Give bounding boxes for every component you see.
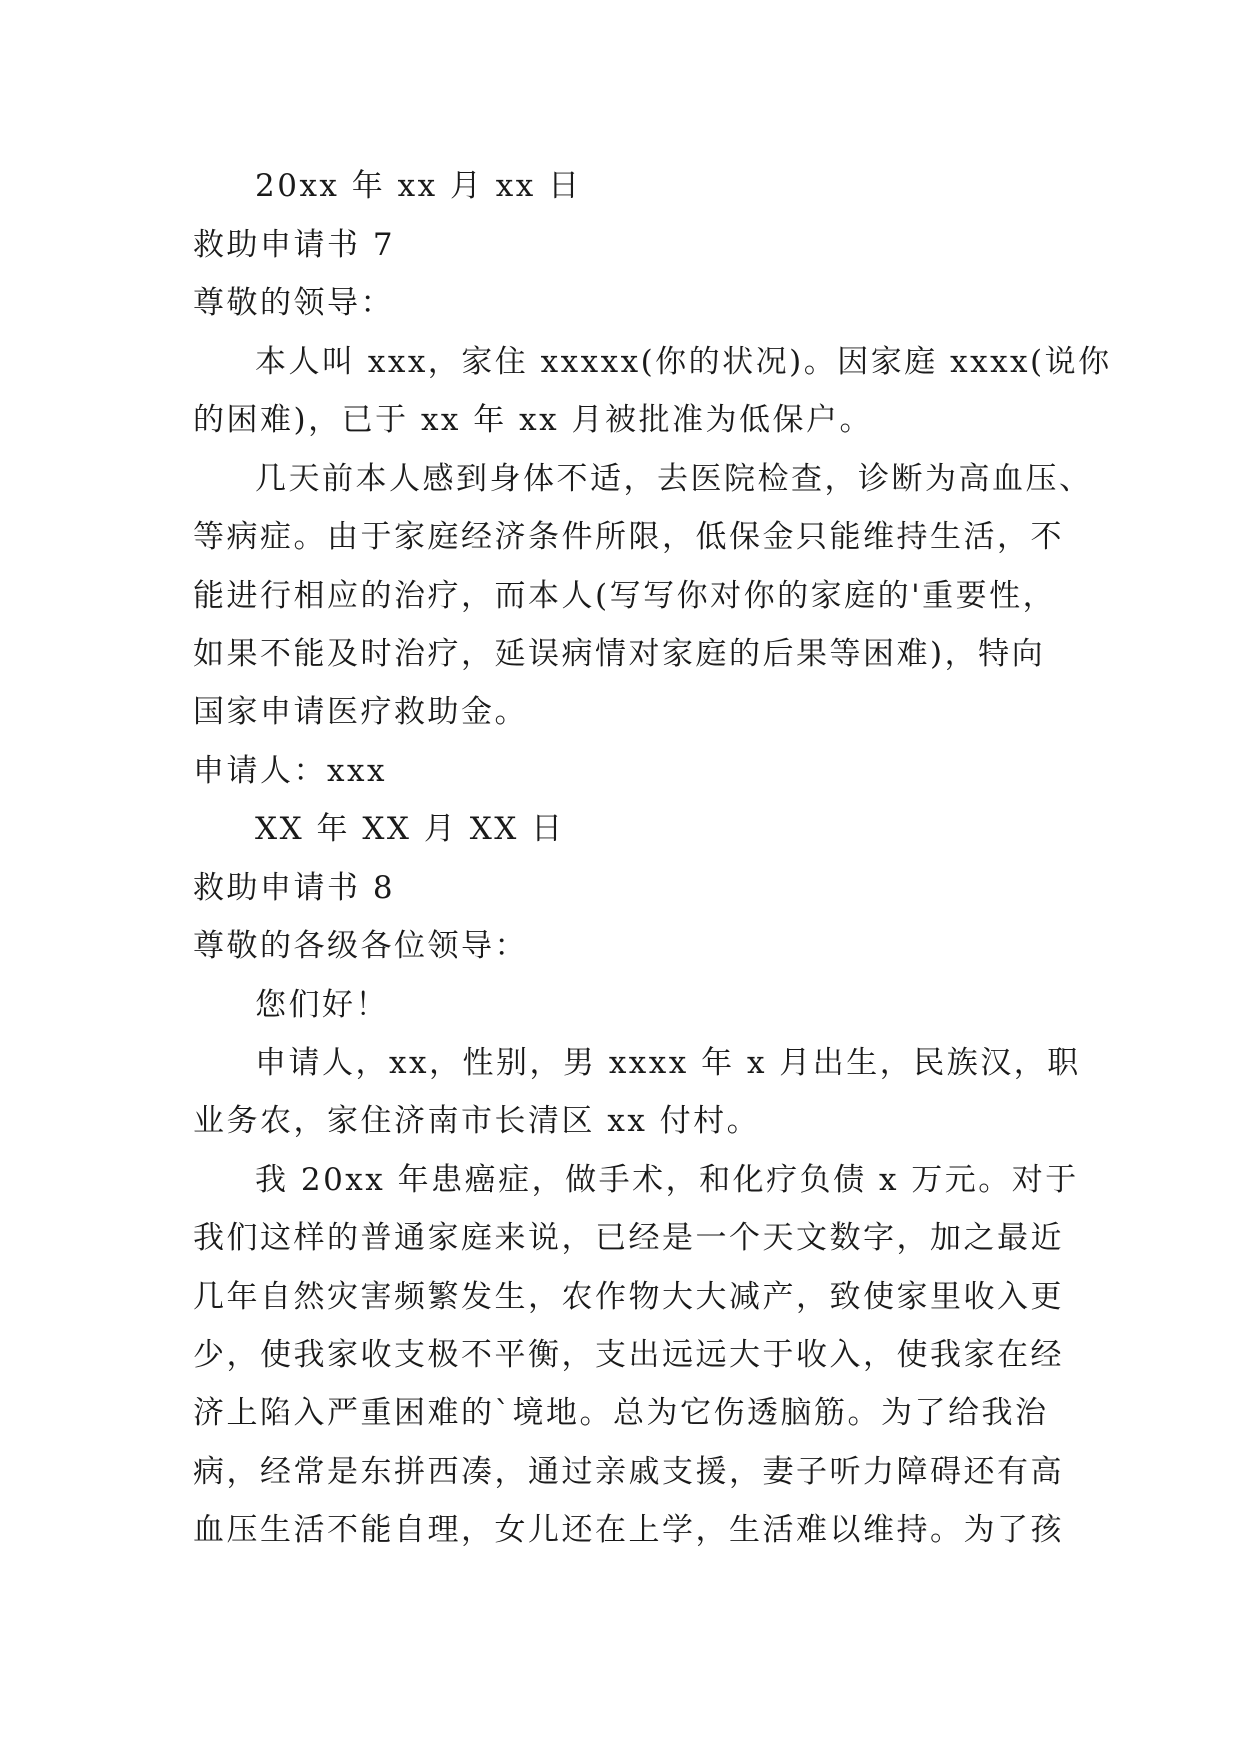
- paragraph-line: 少，使我家收支极不平衡，支出远远大于收入，使我家在经: [193, 1337, 1064, 1373]
- paragraph-line: 几天前本人感到身体不适，去医院检查，诊断为高血压、: [255, 461, 1093, 497]
- salutation: 尊敬的领导：: [193, 285, 394, 321]
- paragraph-line: 我们这样的普通家庭来说，已经是一个天文数字，加之最近: [193, 1220, 1064, 1256]
- paragraph-line: 血压生活不能自理，女儿还在上学，生活难以维持。为了孩: [193, 1512, 1064, 1548]
- paragraph-line: 本人叫 xxx，家住 xxxxx(你的状况)。因家庭 xxxx(说你: [255, 344, 1112, 380]
- paragraph-line: 我 20xx 年患癌症，做手术，和化疗负债 x 万元。对于: [255, 1162, 1079, 1198]
- paragraph-line: 等病症。由于家庭经济条件所限，低保金只能维持生活，不: [193, 519, 1064, 555]
- salutation: 尊敬的各级各位领导：: [193, 928, 528, 964]
- letter-title: 救助申请书 8: [193, 870, 396, 906]
- paragraph-line: 申请人，xx，性别，男 xxxx 年 x 月出生，民族汉，职: [255, 1045, 1081, 1081]
- applicant-line: 申请人：xxx: [193, 753, 387, 789]
- date-line: 20xx 年 xx 月 xx 日: [255, 168, 582, 204]
- letter-title: 救助申请书 7: [193, 227, 396, 263]
- paragraph-line: 能进行相应的治疗，而本人(写写你对你的家庭的'重要性，: [193, 578, 1057, 614]
- paragraph-line: 病，经常是东拼西凑，通过亲戚支援，妻子听力障碍还有高: [193, 1454, 1064, 1490]
- paragraph-line: 业务农，家住济南市长清区 xx 付村。: [193, 1103, 761, 1139]
- greeting: 您们好！: [255, 987, 389, 1023]
- paragraph-line: 国家申请医疗救助金。: [193, 694, 528, 730]
- paragraph-line: 的困难)，已于 xx 年 xx 月被批准为低保户。: [193, 402, 873, 438]
- paragraph-line: 如果不能及时治疗，延误病情对家庭的后果等困难)，特向: [193, 636, 1046, 672]
- date-line: XX 年 XX 月 XX 日: [255, 811, 565, 847]
- paragraph-line: 几年自然灾害频繁发生，农作物大大减产，致使家里收入更: [193, 1279, 1064, 1315]
- paragraph-line: 济上陷入严重困难的`境地。总为它伤透脑筋。为了给我治: [193, 1395, 1049, 1431]
